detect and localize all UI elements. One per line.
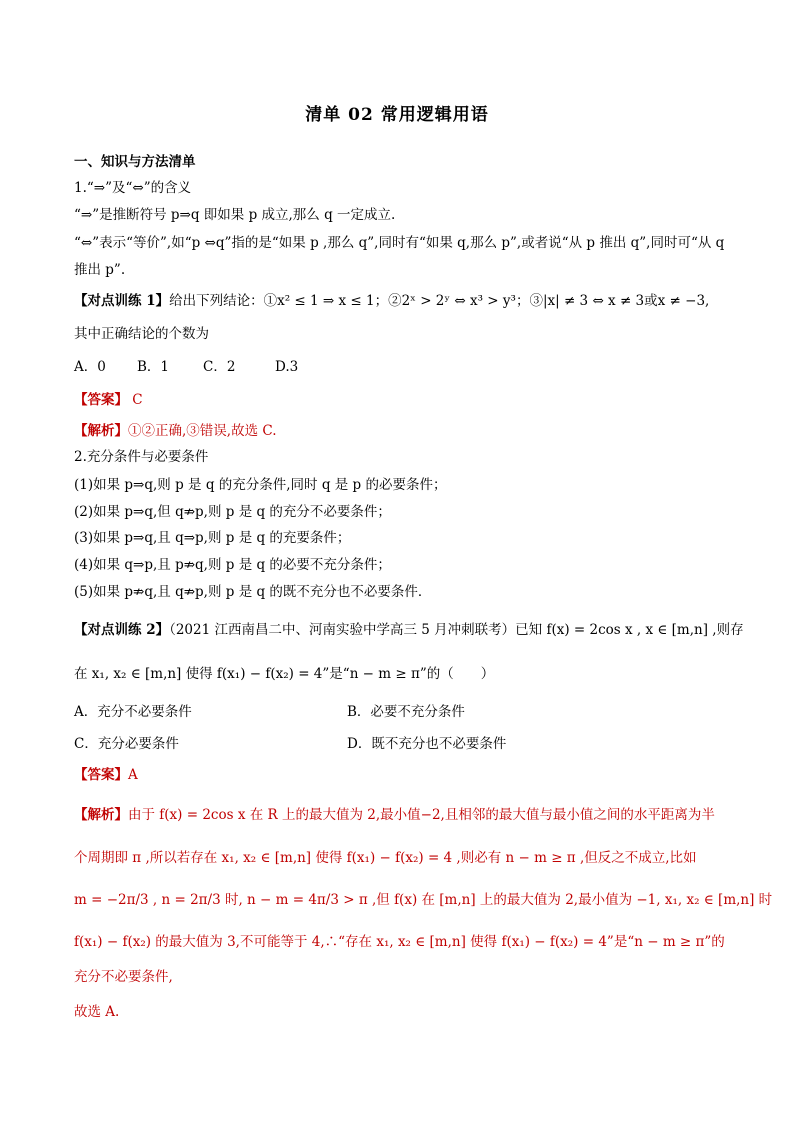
- exercise2-tag: 【对点训练 2】: [74, 622, 170, 638]
- item2-line-4: (4)如果 q⇒p,且 p⇏q,则 p 是 q 的必要不充分条件；: [74, 557, 391, 573]
- exercise2-option-d: D．既不充分也不必要条件: [347, 736, 507, 752]
- item1-heading: 1.“⇒”及“⇔”的含义: [74, 180, 192, 196]
- item2-line-2: (2)如果 p⇒q,但 q⇏p,则 p 是 q 的充分不必要条件；: [74, 504, 391, 520]
- section-heading: 一、知识与方法清单: [74, 154, 196, 170]
- item2-line-3: (3)如果 p⇒q,且 q⇒p,则 p 是 q 的充要条件；: [74, 530, 351, 546]
- item1-line-2: “⇔”表示“等价”,如“p ⇔q”指的是“如果 p ,那么 q”,同时有“如果 q,那么 p”,或者说“从 p 推出 q”,同时可“从 q: [74, 235, 725, 251]
- exercise2-answer: [74, 765, 138, 785]
- item1-line-1: “⇒”是推断符号 p⇒q 即如果 p 成立,那么 q 一定成立.: [74, 207, 396, 223]
- explanation-text-6: 故选 A.: [74, 1004, 120, 1020]
- exercise2-option-b: B．必要不充分条件: [347, 704, 465, 720]
- item1-line-3: 推出 p”.: [74, 262, 126, 278]
- exercise1-option-c: C．2: [203, 359, 236, 375]
- exercise1-explanation: [74, 421, 277, 441]
- answer-value: C: [128, 392, 143, 408]
- exercise1-option-d: D.3: [275, 359, 299, 375]
- explanation-text-1: 由于 f(x) = 2cos x 在 R 上的最大值为 2,最小值−2,且相邻的最大值与最小值之间的水平距离为半: [128, 807, 715, 823]
- explanation-text-5: 充分不必要条件,: [74, 969, 173, 985]
- explanation-text: ①②正确,③错误,故选 C.: [128, 423, 277, 439]
- exercise2-question: [74, 620, 744, 640]
- answer-label: 【答案】: [74, 392, 128, 408]
- explanation-label: 【解析】: [74, 423, 128, 439]
- exercise1-tag: 【对点训练 1】: [74, 293, 170, 309]
- exercise2-explanation-1: [74, 805, 715, 825]
- item2-line-5: (5)如果 p⇏q,且 q⇏p,则 p 是 q 的既不充分也不必要条件．: [74, 584, 432, 600]
- exercise1-text-2: 其中正确结论的个数为: [74, 326, 209, 342]
- item2-heading: 2.充分条件与必要条件: [74, 449, 209, 465]
- page-title: 清单 02 常用逻辑用语: [305, 105, 489, 125]
- item2-line-1: (1)如果 p⇒q,则 p 是 q 的充分条件,同时 q 是 p 的必要条件；: [74, 477, 447, 493]
- exercise1-answer: [74, 390, 143, 410]
- answer-label-2: 【答案】: [74, 767, 128, 783]
- exercise2-text-2: 在 x₁, x₂ ∈ [m,n] 使得 f(x₁) − f(x₂) = 4”是“n − m ≥ π”的（ ）: [74, 666, 495, 682]
- exercise2-option-a: A．充分不必要条件: [74, 704, 192, 720]
- exercise1-option-a: A．0: [74, 359, 106, 375]
- explanation-text-4: f(x₁) − f(x₂) 的最大值为 3,不可能等于 4,∴“存在 x₁, x₂ ∈ [m,n] 使得 f(x₁) − f(x₂) = 4”是“n − m ≥ π”的: [74, 934, 725, 950]
- exercise2-option-c: C．充分必要条件: [74, 736, 179, 752]
- explanation-text-2: 个周期即 π ,所以若存在 x₁, x₂ ∈ [m,n] 使得 f(x₁) − f(x₂) = 4 ,则必有 n − m ≥ π ,但反之不成立,比如: [74, 850, 697, 866]
- answer-value-2: A: [128, 767, 138, 783]
- exercise1-question: [74, 291, 709, 311]
- explanation-label-2: 【解析】: [74, 807, 128, 823]
- exercise1-option-b: B．1: [137, 359, 170, 375]
- exercise1-text: 给出下列结论：①x² ≤ 1 ⇒ x ≤ 1；②2ˣ > 2ʸ ⇔ x³ > y³；③|x| ≠ 3 ⇔ x ≠ 3或x ≠ −3,: [169, 293, 710, 309]
- exercise2-text: （2021 江西南昌二中、河南实验中学高三 5 月冲刺联考）已知 f(x) = 2cos x , x ∈ [m,n] ,则存: [169, 622, 744, 638]
- explanation-text-3: m = −2π/3 , n = 2π/3 时, n − m = 4π/3 > π ,但 f(x) 在 [m,n] 上的最大值为 2,最小值为 −1, x₁, x₂ ∈ [m,n] 时: [74, 892, 773, 908]
